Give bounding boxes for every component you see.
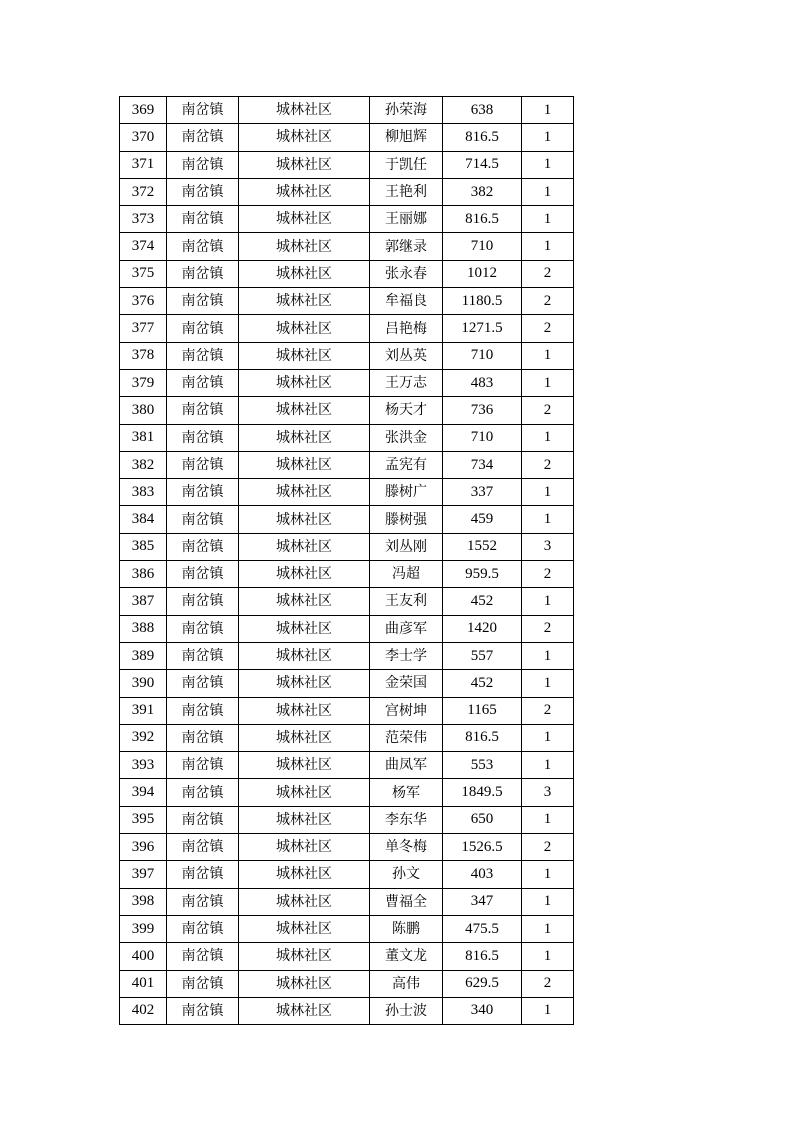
count-cell: 1 xyxy=(522,479,574,506)
table-row xyxy=(120,779,574,806)
record-table xyxy=(119,96,574,1025)
name-cell: 刘丛英 xyxy=(370,342,443,369)
table-row xyxy=(120,970,574,997)
table-row xyxy=(120,124,574,151)
count-cell: 2 xyxy=(522,260,574,287)
name-cell: 王丽娜 xyxy=(370,206,443,233)
community-cell: 城林社区 xyxy=(239,779,370,806)
count-cell: 2 xyxy=(522,451,574,478)
count-cell: 2 xyxy=(522,397,574,424)
name-cell: 王万志 xyxy=(370,369,443,396)
table-row xyxy=(120,479,574,506)
community-cell: 城林社区 xyxy=(239,752,370,779)
town-cell: 南岔镇 xyxy=(167,97,239,124)
name-cell: 王艳利 xyxy=(370,178,443,205)
row-index-cell: 388 xyxy=(120,615,167,642)
table-row xyxy=(120,424,574,451)
row-index-cell: 397 xyxy=(120,861,167,888)
table-body xyxy=(120,97,574,1025)
town-cell: 南岔镇 xyxy=(167,970,239,997)
count-cell: 1 xyxy=(522,206,574,233)
name-cell: 金荣国 xyxy=(370,670,443,697)
count-cell: 1 xyxy=(522,124,574,151)
count-cell: 2 xyxy=(522,970,574,997)
count-cell: 2 xyxy=(522,561,574,588)
community-cell: 城林社区 xyxy=(239,888,370,915)
town-cell: 南岔镇 xyxy=(167,397,239,424)
row-index-cell: 389 xyxy=(120,642,167,669)
name-cell: 张永春 xyxy=(370,260,443,287)
count-cell: 1 xyxy=(522,506,574,533)
row-index-cell: 392 xyxy=(120,724,167,751)
table-row xyxy=(120,752,574,779)
town-cell: 南岔镇 xyxy=(167,260,239,287)
town-cell: 南岔镇 xyxy=(167,233,239,260)
community-cell: 城林社区 xyxy=(239,288,370,315)
table-row xyxy=(120,561,574,588)
count-cell: 3 xyxy=(522,533,574,560)
table-row xyxy=(120,670,574,697)
community-cell: 城林社区 xyxy=(239,615,370,642)
amount-cell: 459 xyxy=(443,506,522,533)
table-row xyxy=(120,615,574,642)
count-cell: 1 xyxy=(522,151,574,178)
count-cell: 1 xyxy=(522,724,574,751)
table-row xyxy=(120,861,574,888)
table-row xyxy=(120,806,574,833)
name-cell: 高伟 xyxy=(370,970,443,997)
town-cell: 南岔镇 xyxy=(167,834,239,861)
town-cell: 南岔镇 xyxy=(167,943,239,970)
row-index-cell: 383 xyxy=(120,479,167,506)
town-cell: 南岔镇 xyxy=(167,888,239,915)
row-index-cell: 373 xyxy=(120,206,167,233)
town-cell: 南岔镇 xyxy=(167,615,239,642)
count-cell: 1 xyxy=(522,642,574,669)
table-row xyxy=(120,506,574,533)
row-index-cell: 377 xyxy=(120,315,167,342)
name-cell: 杨军 xyxy=(370,779,443,806)
row-index-cell: 391 xyxy=(120,697,167,724)
name-cell: 柳旭辉 xyxy=(370,124,443,151)
amount-cell: 1552 xyxy=(443,533,522,560)
count-cell: 1 xyxy=(522,97,574,124)
row-index-cell: 379 xyxy=(120,369,167,396)
table-row xyxy=(120,260,574,287)
community-cell: 城林社区 xyxy=(239,561,370,588)
amount-cell: 734 xyxy=(443,451,522,478)
community-cell: 城林社区 xyxy=(239,206,370,233)
community-cell: 城林社区 xyxy=(239,642,370,669)
amount-cell: 1849.5 xyxy=(443,779,522,806)
amount-cell: 553 xyxy=(443,752,522,779)
amount-cell: 710 xyxy=(443,342,522,369)
count-cell: 2 xyxy=(522,834,574,861)
amount-cell: 340 xyxy=(443,997,522,1024)
amount-cell: 1526.5 xyxy=(443,834,522,861)
count-cell: 1 xyxy=(522,806,574,833)
community-cell: 城林社区 xyxy=(239,233,370,260)
row-index-cell: 394 xyxy=(120,779,167,806)
name-cell: 陈鹏 xyxy=(370,915,443,942)
town-cell: 南岔镇 xyxy=(167,752,239,779)
table-row xyxy=(120,315,574,342)
name-cell: 牟福良 xyxy=(370,288,443,315)
table-row xyxy=(120,151,574,178)
name-cell: 于凯任 xyxy=(370,151,443,178)
row-index-cell: 381 xyxy=(120,424,167,451)
row-index-cell: 385 xyxy=(120,533,167,560)
count-cell: 1 xyxy=(522,915,574,942)
table-row xyxy=(120,97,574,124)
town-cell: 南岔镇 xyxy=(167,288,239,315)
community-cell: 城林社区 xyxy=(239,915,370,942)
town-cell: 南岔镇 xyxy=(167,588,239,615)
community-cell: 城林社区 xyxy=(239,97,370,124)
amount-cell: 452 xyxy=(443,588,522,615)
count-cell: 1 xyxy=(522,861,574,888)
community-cell: 城林社区 xyxy=(239,451,370,478)
amount-cell: 959.5 xyxy=(443,561,522,588)
community-cell: 城林社区 xyxy=(239,315,370,342)
count-cell: 1 xyxy=(522,888,574,915)
row-index-cell: 374 xyxy=(120,233,167,260)
count-cell: 2 xyxy=(522,315,574,342)
table-row xyxy=(120,206,574,233)
table-row xyxy=(120,697,574,724)
row-index-cell: 400 xyxy=(120,943,167,970)
count-cell: 2 xyxy=(522,697,574,724)
name-cell: 曲凤军 xyxy=(370,752,443,779)
count-cell: 1 xyxy=(522,943,574,970)
table-row xyxy=(120,724,574,751)
community-cell: 城林社区 xyxy=(239,260,370,287)
amount-cell: 638 xyxy=(443,97,522,124)
town-cell: 南岔镇 xyxy=(167,861,239,888)
amount-cell: 816.5 xyxy=(443,206,522,233)
community-cell: 城林社区 xyxy=(239,151,370,178)
row-index-cell: 380 xyxy=(120,397,167,424)
town-cell: 南岔镇 xyxy=(167,451,239,478)
name-cell: 吕艳梅 xyxy=(370,315,443,342)
count-cell: 1 xyxy=(522,178,574,205)
name-cell: 曲彦军 xyxy=(370,615,443,642)
name-cell: 滕树强 xyxy=(370,506,443,533)
name-cell: 孙文 xyxy=(370,861,443,888)
row-index-cell: 372 xyxy=(120,178,167,205)
table-row xyxy=(120,943,574,970)
count-cell: 1 xyxy=(522,997,574,1024)
town-cell: 南岔镇 xyxy=(167,206,239,233)
name-cell: 宫树坤 xyxy=(370,697,443,724)
row-index-cell: 370 xyxy=(120,124,167,151)
name-cell: 滕树广 xyxy=(370,479,443,506)
community-cell: 城林社区 xyxy=(239,670,370,697)
name-cell: 刘丛刚 xyxy=(370,533,443,560)
table-row xyxy=(120,834,574,861)
town-cell: 南岔镇 xyxy=(167,424,239,451)
table-row xyxy=(120,342,574,369)
amount-cell: 710 xyxy=(443,233,522,260)
count-cell: 2 xyxy=(522,288,574,315)
amount-cell: 1180.5 xyxy=(443,288,522,315)
town-cell: 南岔镇 xyxy=(167,315,239,342)
amount-cell: 816.5 xyxy=(443,724,522,751)
row-index-cell: 395 xyxy=(120,806,167,833)
name-cell: 张洪金 xyxy=(370,424,443,451)
amount-cell: 816.5 xyxy=(443,943,522,970)
name-cell: 李士学 xyxy=(370,642,443,669)
name-cell: 李东华 xyxy=(370,806,443,833)
count-cell: 1 xyxy=(522,369,574,396)
community-cell: 城林社区 xyxy=(239,479,370,506)
count-cell: 1 xyxy=(522,752,574,779)
count-cell: 1 xyxy=(522,588,574,615)
community-cell: 城林社区 xyxy=(239,124,370,151)
amount-cell: 650 xyxy=(443,806,522,833)
table-row xyxy=(120,397,574,424)
amount-cell: 347 xyxy=(443,888,522,915)
table-row xyxy=(120,233,574,260)
name-cell: 郭继录 xyxy=(370,233,443,260)
row-index-cell: 384 xyxy=(120,506,167,533)
row-index-cell: 369 xyxy=(120,97,167,124)
row-index-cell: 398 xyxy=(120,888,167,915)
count-cell: 1 xyxy=(522,342,574,369)
town-cell: 南岔镇 xyxy=(167,506,239,533)
amount-cell: 1165 xyxy=(443,697,522,724)
row-index-cell: 387 xyxy=(120,588,167,615)
community-cell: 城林社区 xyxy=(239,943,370,970)
count-cell: 1 xyxy=(522,670,574,697)
table-row xyxy=(120,369,574,396)
community-cell: 城林社区 xyxy=(239,861,370,888)
amount-cell: 710 xyxy=(443,424,522,451)
amount-cell: 736 xyxy=(443,397,522,424)
row-index-cell: 402 xyxy=(120,997,167,1024)
amount-cell: 483 xyxy=(443,369,522,396)
town-cell: 南岔镇 xyxy=(167,124,239,151)
row-index-cell: 376 xyxy=(120,288,167,315)
amount-cell: 452 xyxy=(443,670,522,697)
community-cell: 城林社区 xyxy=(239,506,370,533)
name-cell: 范荣伟 xyxy=(370,724,443,751)
amount-cell: 629.5 xyxy=(443,970,522,997)
name-cell: 杨天才 xyxy=(370,397,443,424)
table-row xyxy=(120,915,574,942)
row-index-cell: 378 xyxy=(120,342,167,369)
town-cell: 南岔镇 xyxy=(167,178,239,205)
community-cell: 城林社区 xyxy=(239,588,370,615)
town-cell: 南岔镇 xyxy=(167,642,239,669)
amount-cell: 403 xyxy=(443,861,522,888)
count-cell: 1 xyxy=(522,424,574,451)
amount-cell: 1420 xyxy=(443,615,522,642)
community-cell: 城林社区 xyxy=(239,697,370,724)
table-row xyxy=(120,288,574,315)
town-cell: 南岔镇 xyxy=(167,479,239,506)
community-cell: 城林社区 xyxy=(239,997,370,1024)
count-cell: 3 xyxy=(522,779,574,806)
town-cell: 南岔镇 xyxy=(167,561,239,588)
community-cell: 城林社区 xyxy=(239,834,370,861)
town-cell: 南岔镇 xyxy=(167,997,239,1024)
community-cell: 城林社区 xyxy=(239,369,370,396)
name-cell: 孙士波 xyxy=(370,997,443,1024)
town-cell: 南岔镇 xyxy=(167,697,239,724)
row-index-cell: 386 xyxy=(120,561,167,588)
amount-cell: 816.5 xyxy=(443,124,522,151)
community-cell: 城林社区 xyxy=(239,342,370,369)
table-row xyxy=(120,533,574,560)
community-cell: 城林社区 xyxy=(239,533,370,560)
row-index-cell: 399 xyxy=(120,915,167,942)
amount-cell: 382 xyxy=(443,178,522,205)
table-row xyxy=(120,888,574,915)
name-cell: 曹福全 xyxy=(370,888,443,915)
row-index-cell: 393 xyxy=(120,752,167,779)
table-row xyxy=(120,451,574,478)
town-cell: 南岔镇 xyxy=(167,342,239,369)
amount-cell: 1012 xyxy=(443,260,522,287)
row-index-cell: 401 xyxy=(120,970,167,997)
amount-cell: 557 xyxy=(443,642,522,669)
town-cell: 南岔镇 xyxy=(167,670,239,697)
row-index-cell: 382 xyxy=(120,451,167,478)
community-cell: 城林社区 xyxy=(239,806,370,833)
table-row xyxy=(120,588,574,615)
community-cell: 城林社区 xyxy=(239,424,370,451)
table-row xyxy=(120,997,574,1024)
amount-cell: 337 xyxy=(443,479,522,506)
table-row xyxy=(120,178,574,205)
community-cell: 城林社区 xyxy=(239,970,370,997)
amount-cell: 1271.5 xyxy=(443,315,522,342)
row-index-cell: 371 xyxy=(120,151,167,178)
row-index-cell: 375 xyxy=(120,260,167,287)
community-cell: 城林社区 xyxy=(239,724,370,751)
row-index-cell: 396 xyxy=(120,834,167,861)
name-cell: 王友利 xyxy=(370,588,443,615)
town-cell: 南岔镇 xyxy=(167,915,239,942)
town-cell: 南岔镇 xyxy=(167,779,239,806)
name-cell: 单冬梅 xyxy=(370,834,443,861)
town-cell: 南岔镇 xyxy=(167,724,239,751)
amount-cell: 714.5 xyxy=(443,151,522,178)
community-cell: 城林社区 xyxy=(239,178,370,205)
name-cell: 孟宪有 xyxy=(370,451,443,478)
name-cell: 孙荣海 xyxy=(370,97,443,124)
count-cell: 1 xyxy=(522,233,574,260)
name-cell: 冯超 xyxy=(370,561,443,588)
town-cell: 南岔镇 xyxy=(167,806,239,833)
row-index-cell: 390 xyxy=(120,670,167,697)
community-cell: 城林社区 xyxy=(239,397,370,424)
count-cell: 2 xyxy=(522,615,574,642)
table-row xyxy=(120,642,574,669)
town-cell: 南岔镇 xyxy=(167,151,239,178)
town-cell: 南岔镇 xyxy=(167,533,239,560)
name-cell: 董文龙 xyxy=(370,943,443,970)
amount-cell: 475.5 xyxy=(443,915,522,942)
town-cell: 南岔镇 xyxy=(167,369,239,396)
